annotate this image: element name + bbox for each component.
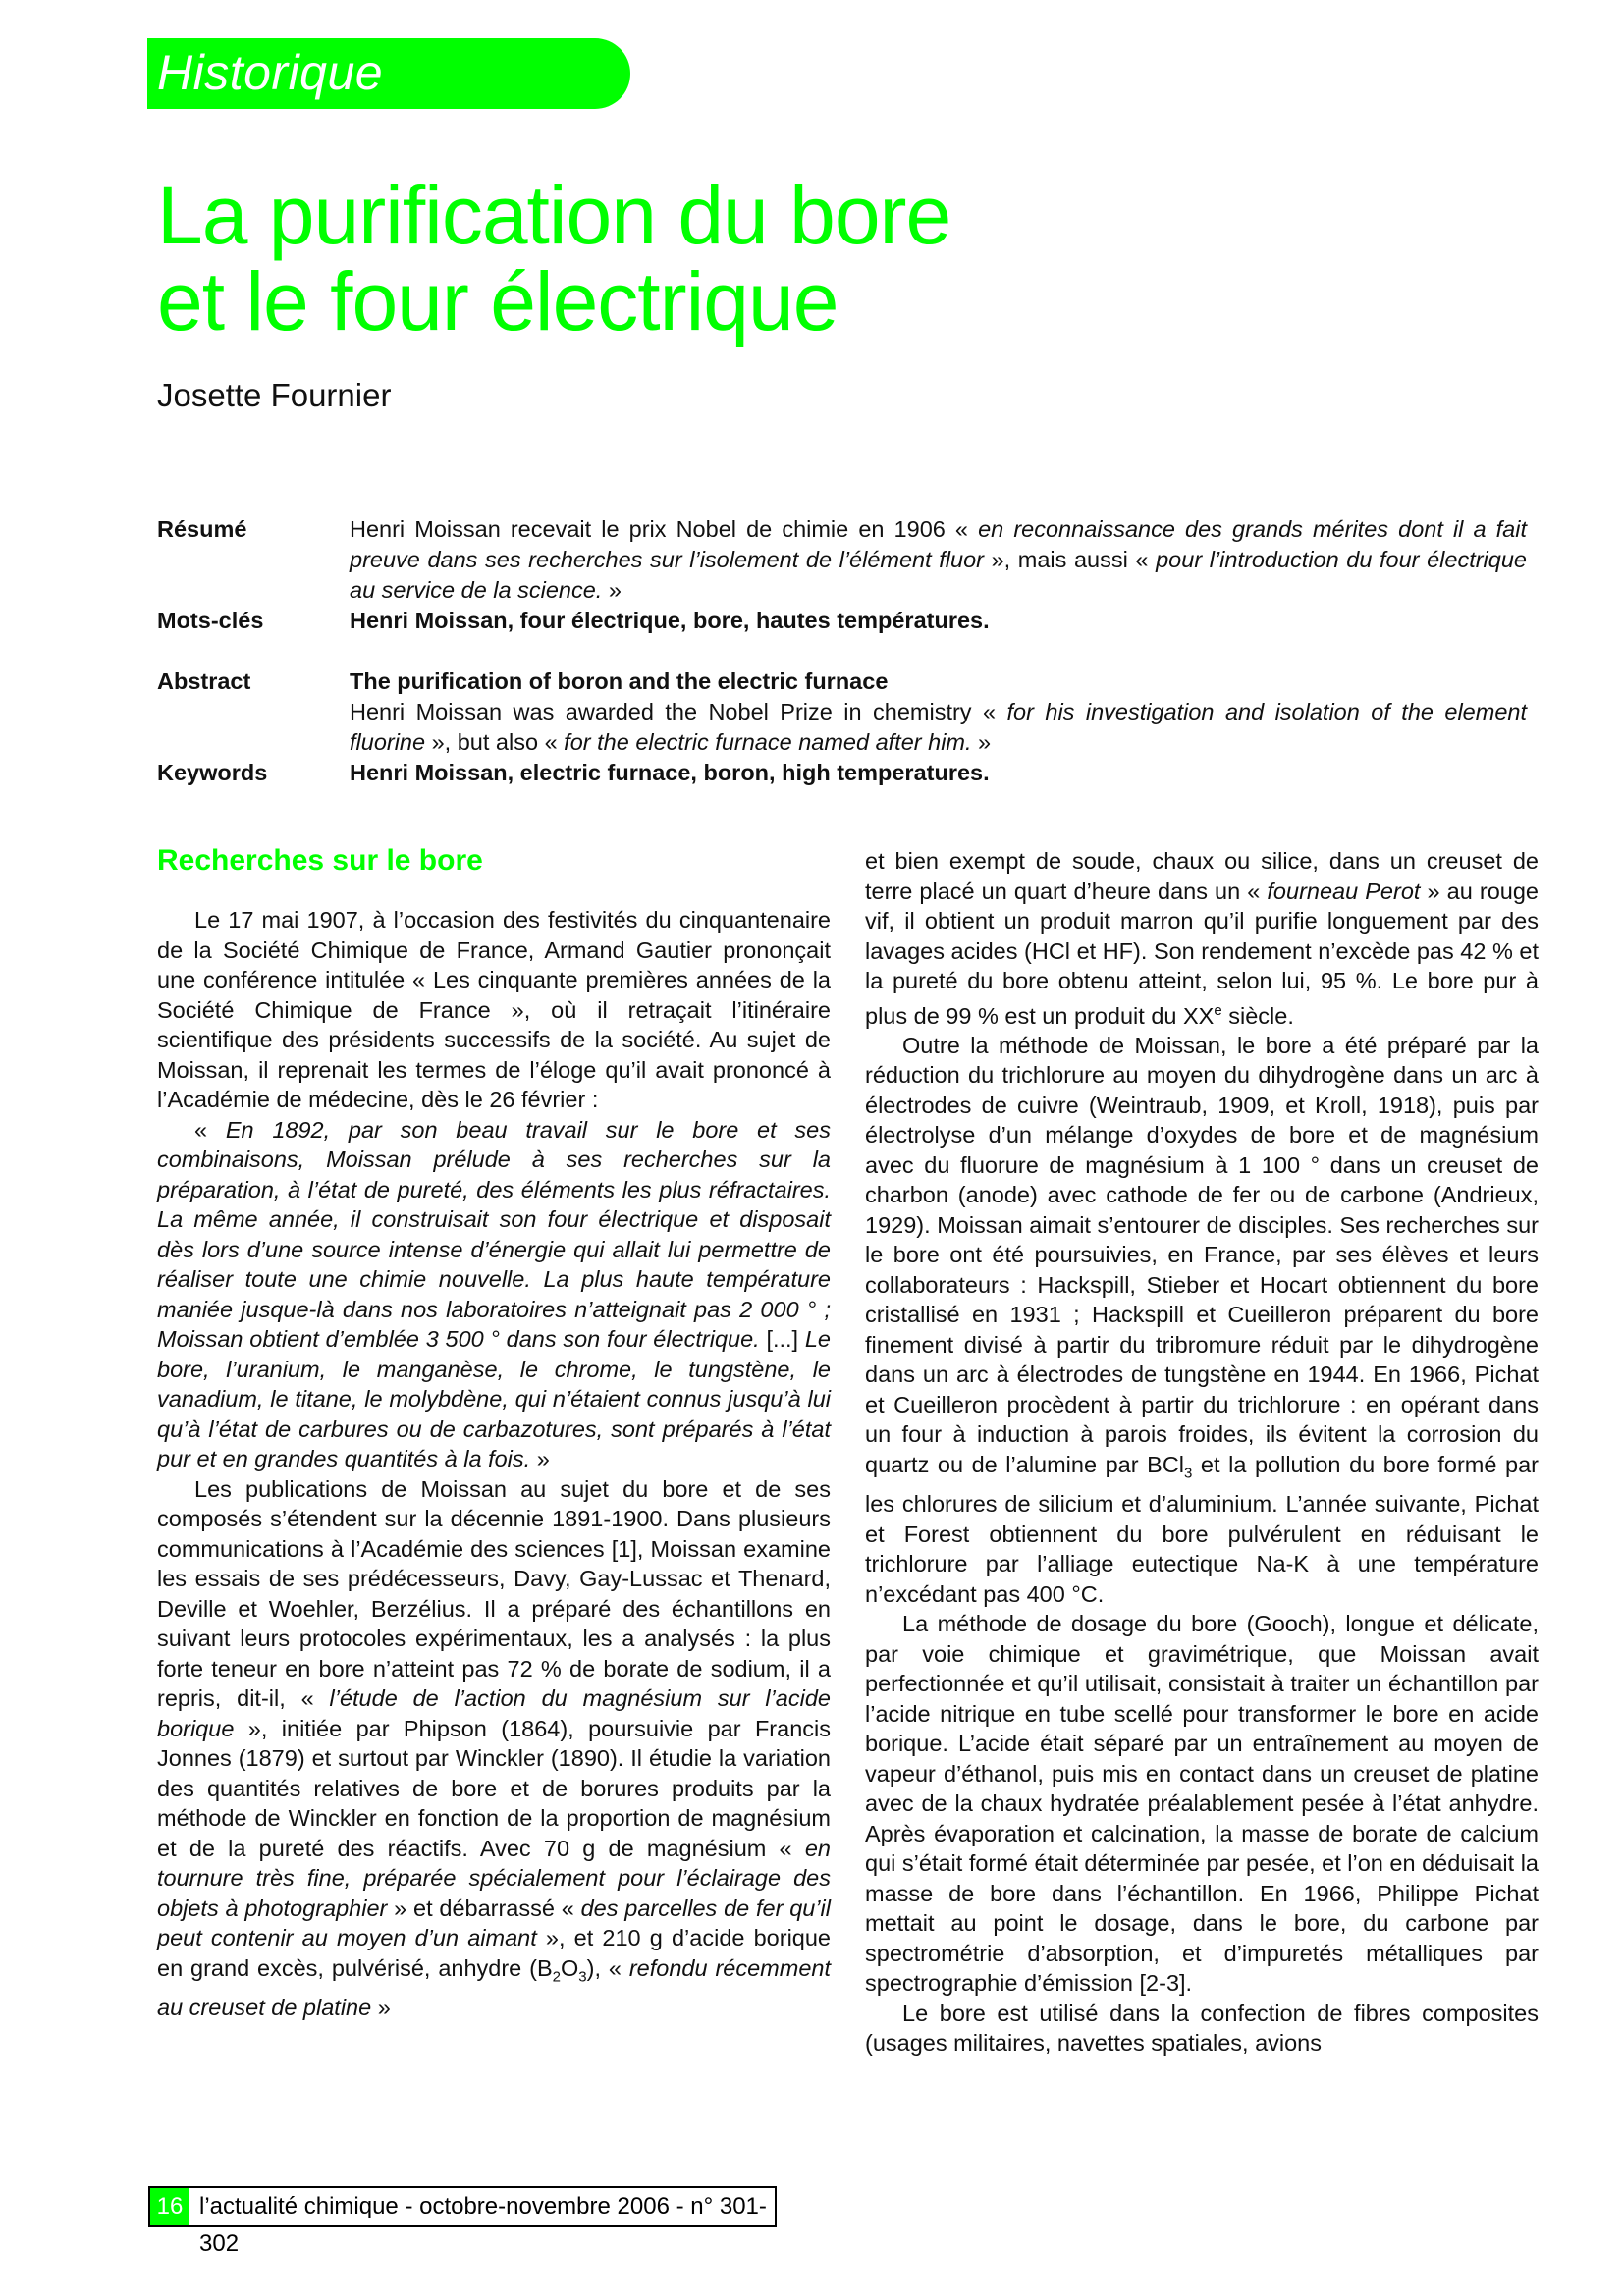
title-line-2: et le four électrique <box>157 255 839 347</box>
resume-part: », mais aussi « <box>983 547 1157 572</box>
paragraph <box>865 1031 1539 1609</box>
keywords-text: Henri Moissan, electric furnace, boron, high temperatures. <box>350 760 990 785</box>
paragraph: La méthode de dosage du bore (Gooch), longue et délicate, par voie chimique et gravimétrique, que Moissan avait perfectionnée et qu’il utilisait, consistait à traiter un échantillon par l’acide nitrique en tube scellé pour transformer le bore en acide borique. L’acide était séparé par un entraînement au moyen de vapeur d’éthanol, puis mis en contact dans un creuset de platine avec de la chaux hydratée préalablement pesée à l’état anhydre. Après évaporation et calcination, la masse de borate de calcium qui s’était formé était déterminée par pesée, et l’on en déduisait la masse de bore dans l’échantillon. En 1966, Philippe Pichat mettait au point le dosage, dans le bore, du carbone par spectrométrie d’absorption, et d’impuretés métalliques par spectrographie d’émission [2-3]. <box>865 1611 1539 1997</box>
page-number: 16 <box>150 2188 189 2225</box>
page-footer <box>148 2186 777 2257</box>
text-run: » <box>371 1994 391 2020</box>
article-title <box>157 169 951 347</box>
right-column <box>865 846 1539 2058</box>
left-column <box>157 905 831 2022</box>
motscles-text: Henri Moissan, four électrique, bore, hautes températures. <box>350 608 990 633</box>
title-line-1: La purification du bore <box>157 169 951 261</box>
text-run: O <box>561 1954 579 1981</box>
subscript: 3 <box>578 1968 587 1986</box>
abstract-label: Abstract <box>157 668 251 694</box>
resume-part: Henri Moissan recevait le prix Nobel de chimie en 1906 « <box>350 516 979 542</box>
text-run: [...] <box>759 1326 805 1352</box>
paragraph <box>157 1474 831 2023</box>
subscript: 3 <box>1184 1465 1193 1482</box>
resume-label: Résumé <box>157 516 247 542</box>
text-run: refondu récemment au creuset de platine <box>157 1954 831 2020</box>
text-run: », initiée par Phipson (1864), poursuivie par Francis Jonnes (1879) et surtout par Winckler (1890). Il étudie la variation des quantités relatives de bore et de borures produits par la méthode de Winckler en fonction de la proportion de magnésium et de la pureté des réactifs. Avec 70 g de magnésium « <box>157 1715 831 1861</box>
text-run: ), « <box>586 1954 629 1981</box>
journal-citation: l’actualité chimique - octobre-novembre 2006 - n° 301-302 <box>199 2193 767 2257</box>
author: Josette Fournier <box>157 377 392 413</box>
text-run: En 1892, par son beau travail sur le bore et ses combinaisons, Moissan prélude à ses recherches sur la préparation, à l’état de pureté, des éléments les plus réfractaires. La même année, il construisait son four électrique et disposait dès lors d’une source intense d’énergie qui allait lui permettre de réaliser toute une chimie nouvelle. La plus haute température maniée jusque-là dans nos laboratoires n’atteignait pas 2 000 ° ; Moissan obtient d’emblée 3 500 ° dans son four électrique. <box>157 1116 831 1352</box>
section-banner-label: Historique <box>157 45 384 100</box>
abstract-text <box>350 667 1527 758</box>
superscript: e <box>1214 1001 1222 1019</box>
text-run: » <box>530 1446 550 1471</box>
text-run: », et 210 g d’acide borique en grand excès, pulvérisé, anhydre (B <box>157 1925 832 1981</box>
text-run: » et débarrassé « <box>387 1895 581 1921</box>
section-banner <box>147 38 630 109</box>
text-run: et la pollution du bore formé par les chlorures de silicium et d’aluminium. L’année suivante, Pichat et Forest obtiennent du bore pulvérulent en réduisant le trichlorure par l’alliage eutectique Na-K à une température n’excédant pas 400 °C. <box>865 1451 1539 1607</box>
resume-quote: pour l’introduction du four électrique au service de la science. <box>350 547 1527 603</box>
abstract-title: The purification of boron and the electric furnace <box>350 668 889 694</box>
abstract-quote: for his investigation and isolation of the element fluorine <box>350 699 1527 755</box>
section-heading: Recherches sur le bore <box>157 844 483 877</box>
text-run: siècle. <box>1221 1002 1294 1029</box>
resume-quote: en reconnaissance des grands mérites dont il a fait preuve dans ses recherches sur l’isolement de l’élément fluor <box>350 516 1528 572</box>
subscript: 2 <box>552 1968 561 1986</box>
text-run: et bien exempt de soude, chaux ou silice, dans un creuset de terre placé un quart d’heure dans un « <box>865 848 1539 904</box>
text-run: des parcelles de fer qu’il peut contenir au moyen d’un aimant <box>157 1895 831 1950</box>
text-run: Le bore, l’uranium, le manganèse, le chrome, le tungstène, le vanadium, le titane, le molybdène, qui n’étaient connus jusqu’à lui qu’à l’état de carbures ou de carbazotures, sont préparés à l’état pur et en grandes quantités à la fois. <box>157 1326 831 1471</box>
text-run: Outre la méthode de Moissan, le bore a été préparé par la réduction du trichlorure au moyen du dihydrogène dans un arc à électrodes de cuivre (Weintraub, 1909, et Kroll, 1918), puis par électrolyse d’un mélange d’oxydes de bore et de magnésium avec du fluorure de magnésium à 1 100 ° dans un creuset de charbon (anode) avec cathode de fer ou de carbone (Andrieux, 1929). Moissan aimait s’entourer de disciples. Ses recherches sur le bore ont été poursuivies, en France, par ses élèves et leurs collaborateurs : Hackspill, Stieber et Hocart obtiennent du bore cristallisé en 1931 ; Hackspill et Cueilleron préparent du bore finement divisé à partir du tribromure réduit par le dihydrogène dans un arc à électrodes de tungstène en 1944. En 1966, Pichat et Cueilleron procèdent à partir du trichlorure : en opérant dans un four à induction à parois froides, ils évitent la corrosion du quartz ou de l’alumine par BCl <box>865 1032 1539 1477</box>
text-run: en tournure très fine, préparée spécialement pour l’éclairage des objets à photographier <box>157 1835 831 1921</box>
resume-part: » <box>602 577 622 603</box>
abstract-part: », but also « <box>425 729 565 755</box>
abstract-part: Henri Moissan was awarded the Nobel Prize in chemistry « <box>350 699 1007 724</box>
paragraph: Le 17 mai 1907, à l’occasion des festivités du cinquantenaire de la Société Chimique de France, Armand Gautier prononçait une conférence intitulée « Les cinquante premières années de la Société Chimique de France », où il retraçait l’itinéraire scientifique des présidents successifs de la société. Au sujet de Moissan, il reprenait les termes de l’éloge qu’il avait prononcé à l’Académie de médecine, dès le 26 février : <box>157 907 831 1112</box>
abstract-quote: for the electric furnace named after him. <box>564 729 972 755</box>
abstract-part: » <box>971 729 992 755</box>
text-run: « <box>194 1116 226 1143</box>
paragraph: Le bore est utilisé dans la confection de fibres composites (usages militaires, navettes spatiales, avions <box>865 2000 1539 2056</box>
text-run: l’étude de l’action du magnésium sur l’acide borique <box>157 1685 831 1741</box>
paragraph <box>865 846 1539 1031</box>
motscles-label: Mots-clés <box>157 608 264 633</box>
resume-text <box>350 514 1527 606</box>
text-run: » au rouge vif, il obtient un produit marron qu’il purifie longuement par des lavages acides (HCl et HF). Son rendement n’excède pas 42 % et la pureté du bore obtenu atteint, selon lui, 95 %. Le bore pur à plus de 99 % est un produit du XX <box>865 878 1539 1029</box>
quote-paragraph <box>157 1115 831 1474</box>
text-run: fourneau Perot <box>1267 878 1421 904</box>
text-run: Les publications de Moissan au sujet du bore et de ses composés s’étendent sur la décennie 1891-1900. Dans plusieurs communications à l’Académie des sciences [1], Moissan examine les essais de ses prédécesseurs, Davy, Gay-Lussac et Thenard, Deville et Woehler, Berzélius. Il a préparé des échantillons en suivant leurs protocoles expérimentaux, les a analysés : la plus forte teneur en bore n’atteint pas 72 % de borate de sodium, il a repris, dit-il, « <box>157 1475 831 1711</box>
keywords-label: Keywords <box>157 760 268 785</box>
